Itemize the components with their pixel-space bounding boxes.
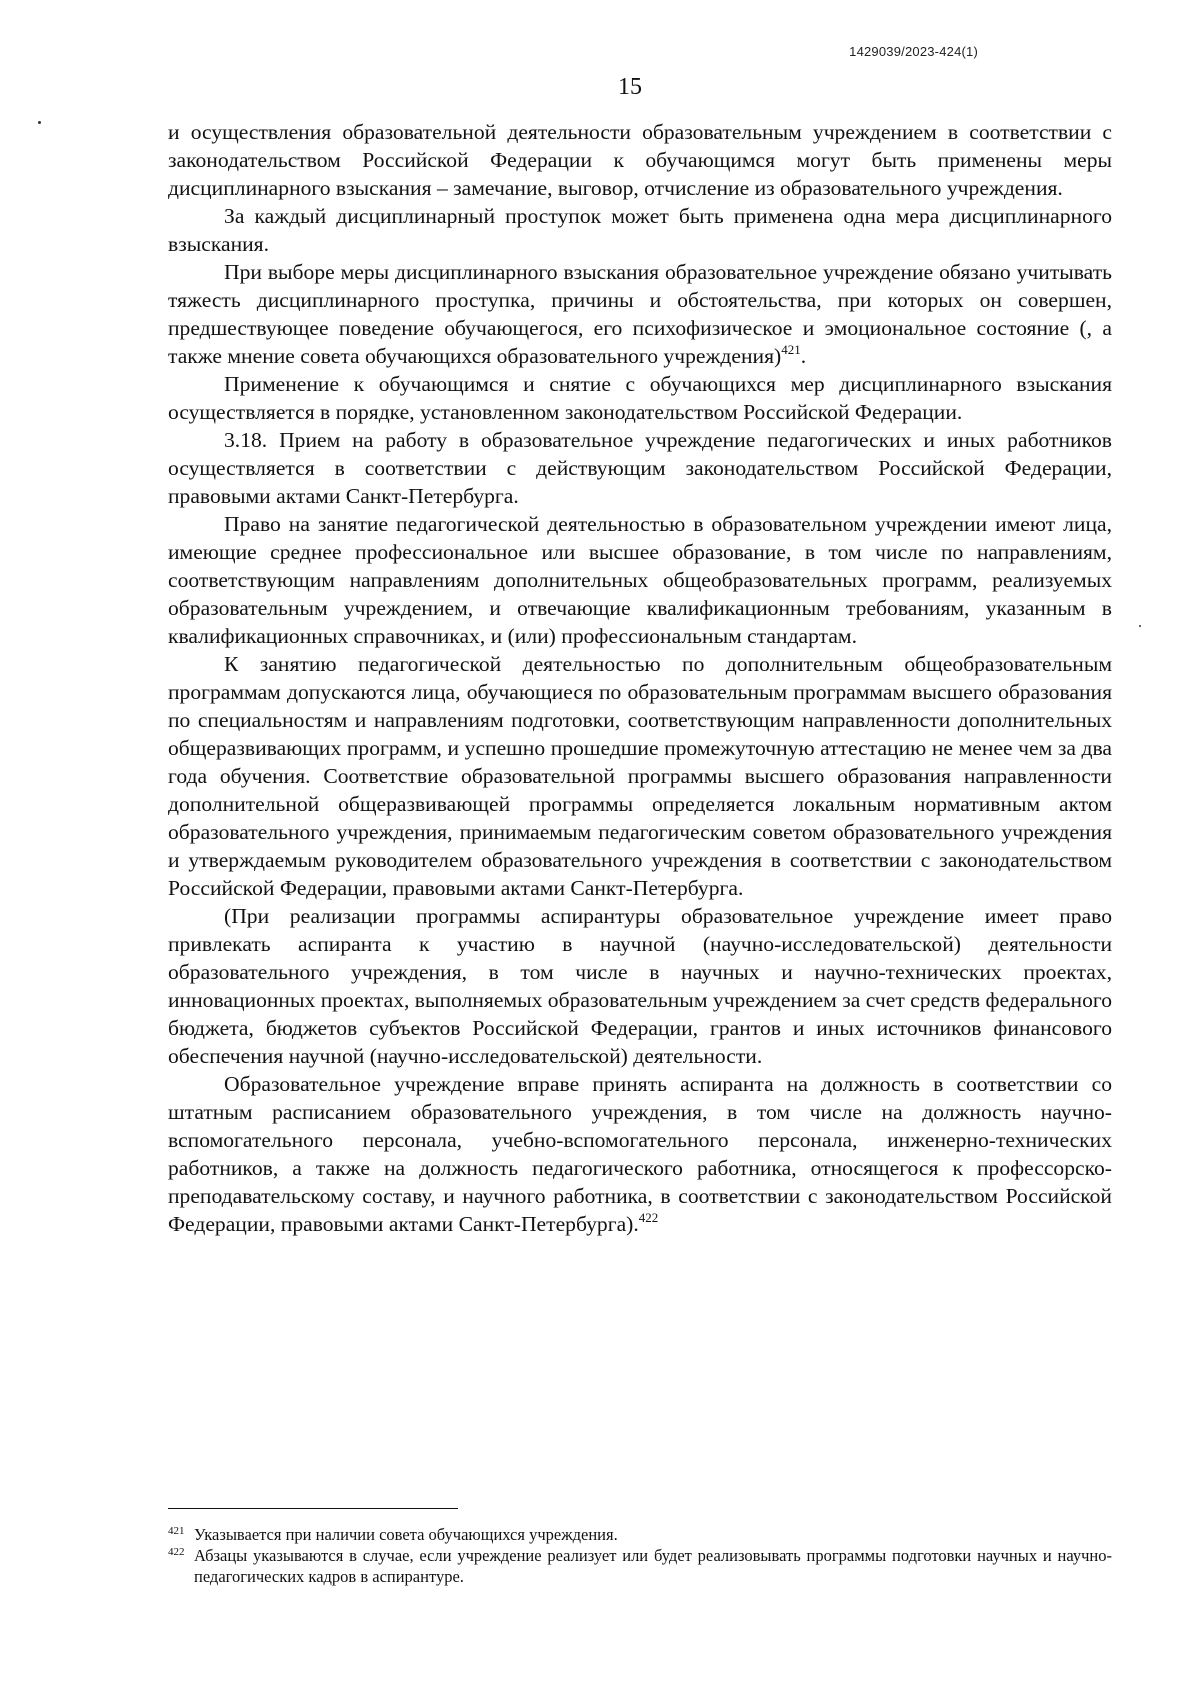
scan-speck: [1139, 625, 1141, 627]
body-text: [168, 118, 1112, 1238]
scan-speck: [38, 121, 41, 124]
footnote: [168, 1524, 1112, 1545]
paragraph-text: и осуществления образовательной деятельности образовательным учреждением в соответствии с законодательством Российской Федерации к обучающимся могут быть применены меры дисциплинарного взыскания – замечание, выговор, отчисление из образовательного учреждения.: [168, 120, 1112, 200]
paragraph-text: Образовательное учреждение вправе принять аспиранта на должность в соответствии со штатным расписанием образовательного учреждения, в том числе на должность научно-вспомогательного персонала, учебно-вспомогательного персонала, инженерно-технических работников, а также на должность педагогического работника, относящегося к профессорско-преподавательскому составу, и научного работника, в соответствии с законодательством Российской Федерации, правовыми актами Санкт-Петербурга).: [168, 1072, 1112, 1236]
paragraph-text: При выборе меры дисциплинарного взыскания образовательное учреждение обязано учитывать тяжесть дисциплинарного проступка, причины и обстоятельства, при которых он совершен, предшествующее поведение обучающегося, его психофизическое и эмоциональное состояние (, а также мнение совета обучающихся образовательного учреждения): [168, 260, 1112, 368]
paragraph: [168, 258, 1112, 370]
footnote-ref[interactable]: 421: [781, 342, 801, 357]
footnote-text: Абзацы указываются в случае, если учреждение реализует или будет реализовывать программы подготовки научных и научно-педагогических кадров в аспирантуре.: [194, 1546, 1112, 1586]
paragraph: [168, 370, 1112, 426]
document-id: 1429039/2023-424(1): [849, 44, 978, 59]
paragraph: [168, 510, 1112, 650]
paragraph-text: 3.18. Прием на работу в образовательное учреждение педагогических и иных работников осуществляется в соответствии с действующим законодательством Российской Федерации, правовыми актами Санкт-Петербурга.: [168, 428, 1112, 508]
paragraph-text: К занятию педагогической деятельностью по дополнительным общеобразовательным программам допускаются лица, обучающиеся по образовательным программам высшего образования по специальностям и направлениям подготовки, соответствующим направленности дополнительных общеразвивающих программ, и успешно прошедшие промежуточную аттестацию не менее чем за два года обучения. Соответствие образовательной программы высшего образования направленности дополнительной общеразвивающей программы определяется локальным нормативным актом образовательного учреждения, принимаемым педагогическим советом образовательного учреждения и утверждаемым руководителем образовательного учреждения в соответствии с законодательством Российской Федерации, правовыми актами Санкт-Петербурга.: [168, 652, 1112, 900]
page-number: 15: [618, 74, 642, 100]
footnote-mark: 422: [168, 1546, 185, 1558]
footnote-separator: [168, 1508, 458, 1509]
footnote-text: Указывается при наличии совета обучающихся учреждения.: [194, 1525, 618, 1544]
footnote: [168, 1545, 1112, 1587]
paragraph: [168, 426, 1112, 510]
paragraph-tail: .: [800, 344, 807, 368]
paragraph: [168, 202, 1112, 258]
paragraph-text: Право на занятие педагогической деятельностью в образовательном учреждении имеют лица, имеющие среднее профессиональное или высшее образование, в том числе по направлениям, соответствующим направлениям дополнительных общеобразовательных программ, реализуемых образовательным учреждением, и отвечающие квалификационным требованиям, указанным в квалификационных справочниках, и (или) профессиональным стандартам.: [168, 512, 1112, 648]
paragraph-text: (При реализации программы аспирантуры образовательное учреждение имеет право привлекать аспиранта к участию в научной (научно-исследовательской) деятельности образовательного учреждения, в том числе в научных и научно-технических проектах, инновационных проектах, выполняемых образовательным учреждением за счет средств федерального бюджета, бюджетов субъектов Российской Федерации, грантов и иных источников финансового обеспечения научной (научно-исследовательской) деятельности.: [168, 904, 1112, 1068]
footnotes: [168, 1524, 1112, 1587]
paragraph: [168, 1070, 1112, 1238]
paragraph-text: За каждый дисциплинарный проступок может быть применена одна мера дисциплинарного взыскания.: [168, 204, 1112, 256]
footnote-ref[interactable]: 422: [638, 1210, 659, 1225]
paragraph: [168, 118, 1112, 202]
paragraph: [168, 650, 1112, 902]
paragraph: [168, 902, 1112, 1070]
paragraph-text: Применение к обучающимся и снятие с обучающихся мер дисциплинарного взыскания осуществляется в порядке, установленном законодательством Российской Федерации.: [168, 372, 1112, 424]
footnote-mark: 421: [168, 1525, 185, 1537]
